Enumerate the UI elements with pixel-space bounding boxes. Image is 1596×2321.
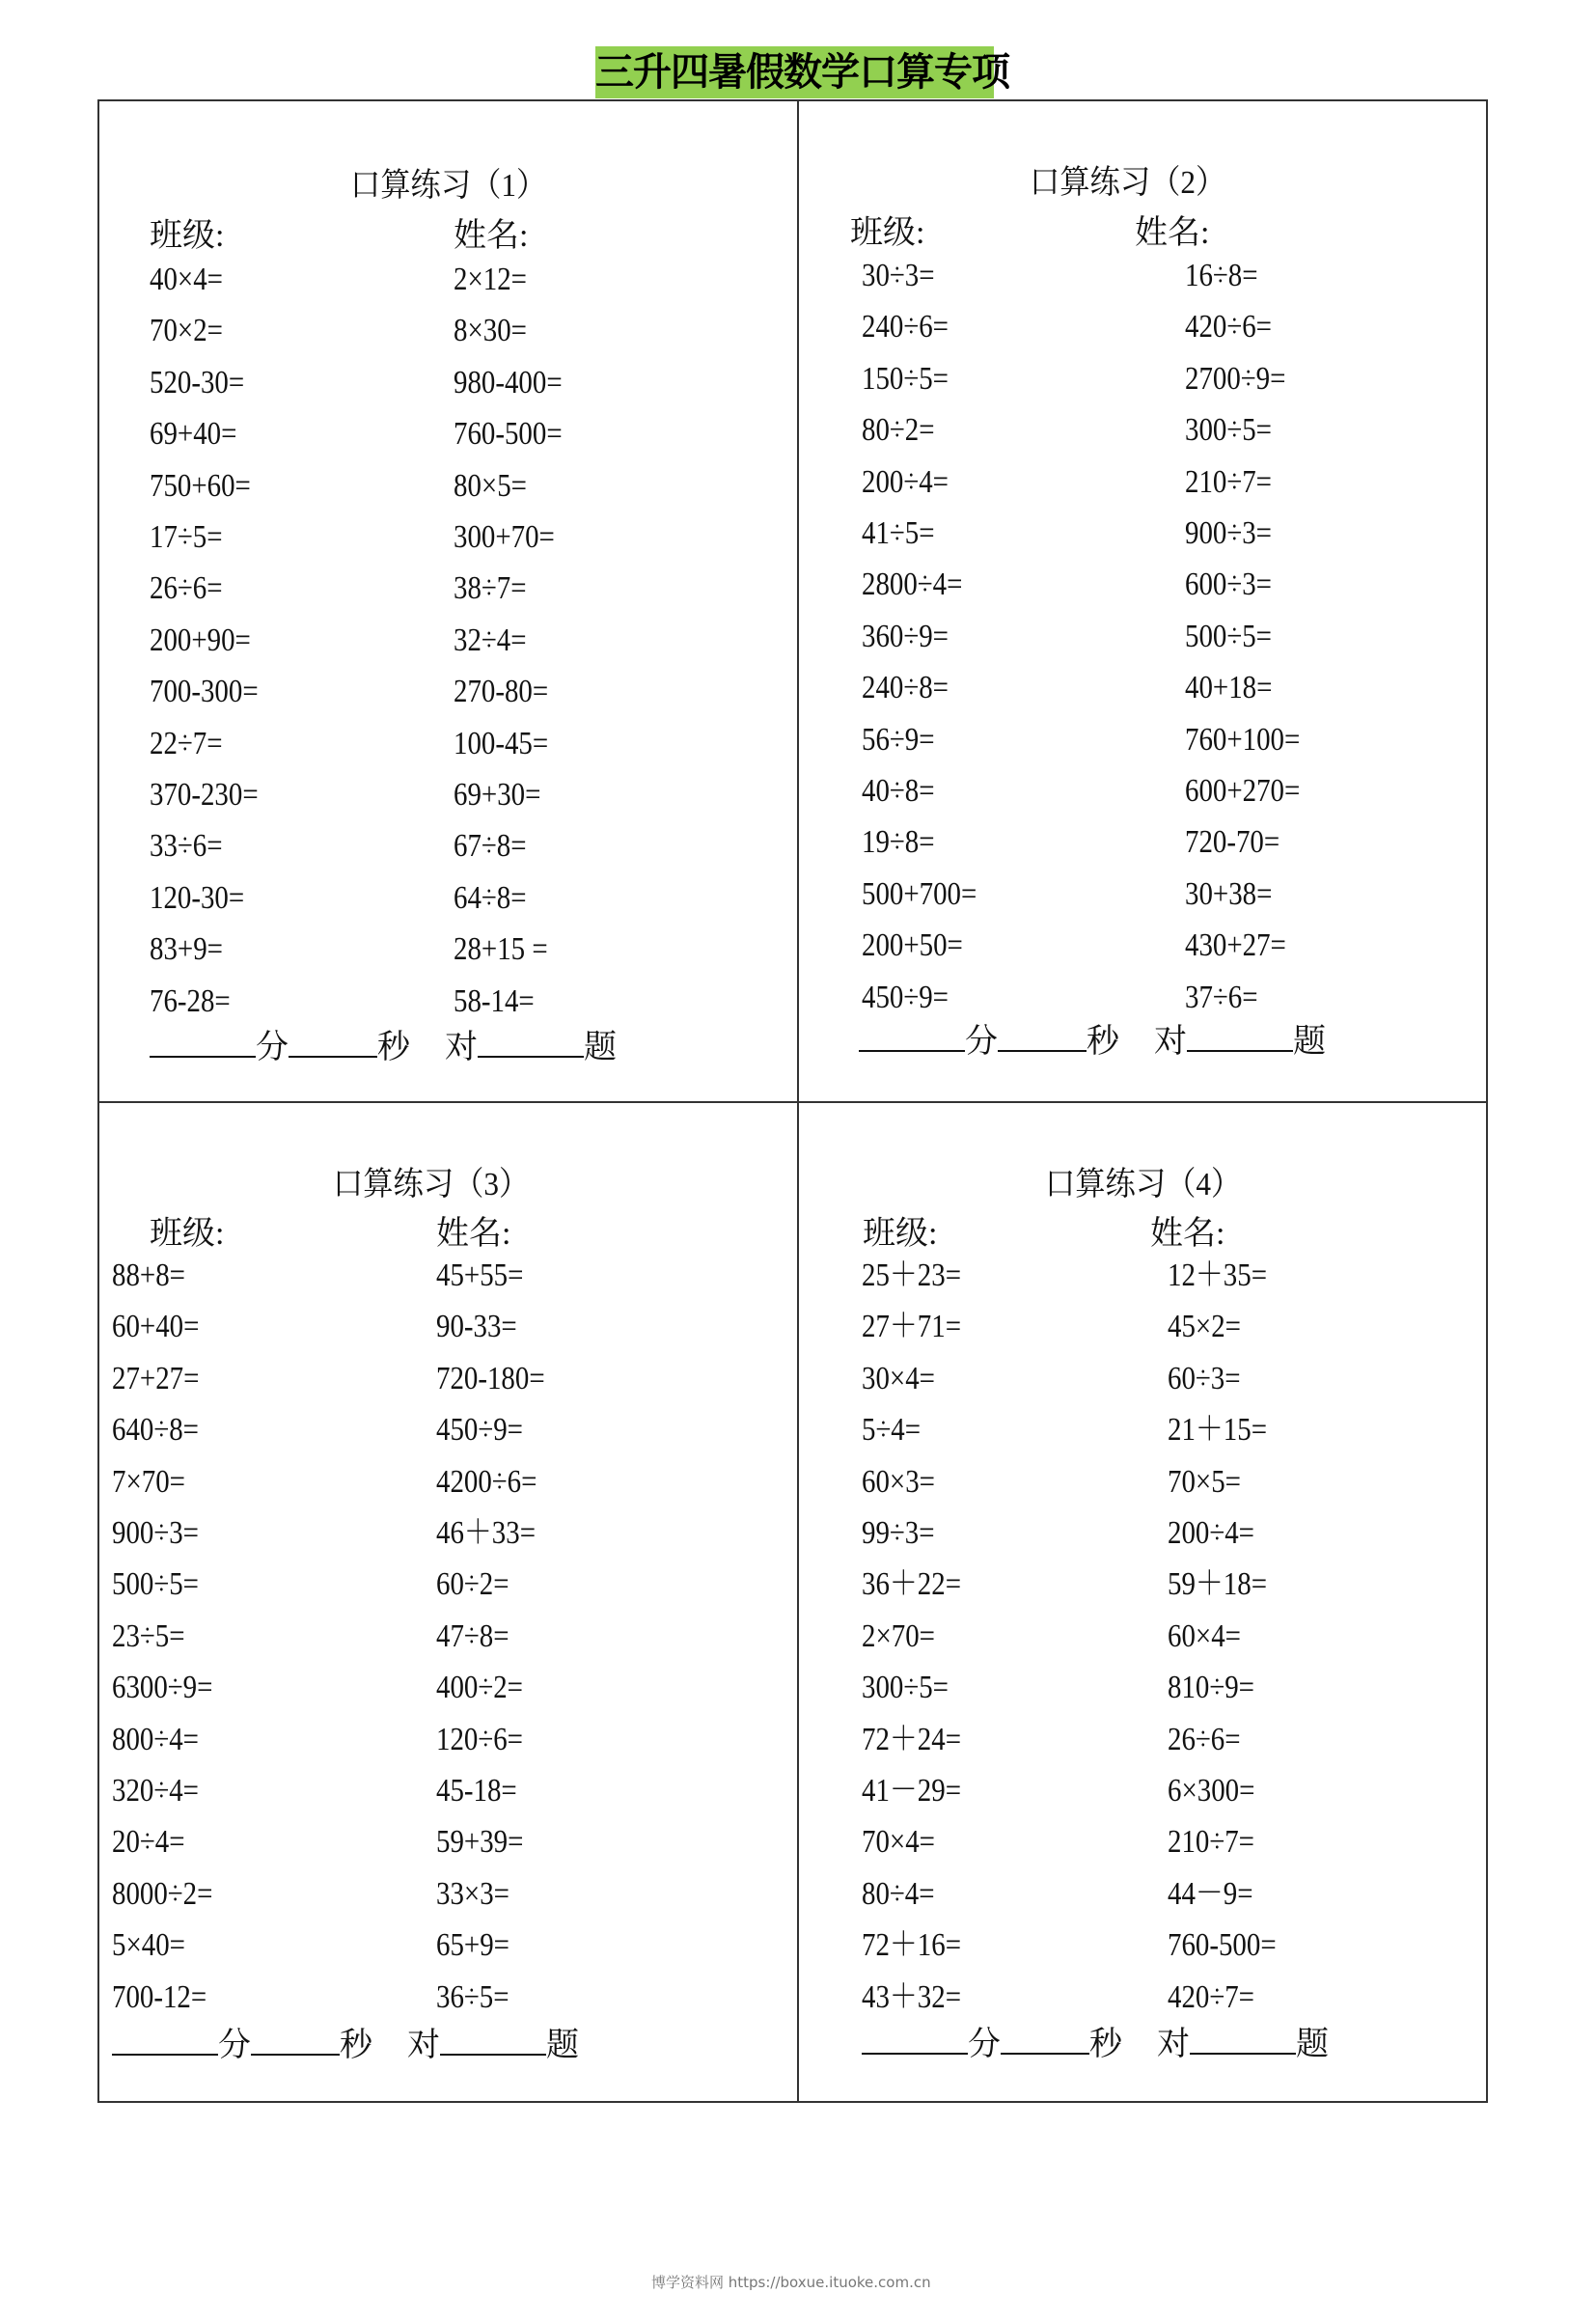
problem-left: 5×40=: [112, 1927, 185, 1963]
page-title: 三升四暑假数学口算专项: [595, 46, 994, 98]
footer-watermark: 博学资料网 https://boxue.ituoke.com.cn: [651, 2274, 931, 2291]
questions-label: 题: [1296, 2027, 1329, 2062]
problem-right: 810÷9=: [1168, 1670, 1254, 1705]
problem-left: 520-30=: [150, 365, 245, 401]
problem-left: 70×4=: [862, 1824, 935, 1860]
problem-right: 40+18=: [1185, 670, 1273, 705]
problem-right: 45+55=: [436, 1257, 524, 1293]
problem-right: 80×5=: [454, 468, 527, 504]
problem-left: 700-12=: [112, 1979, 207, 2015]
problem-left: 40×4=: [150, 262, 223, 297]
problem-left: 240÷6=: [862, 309, 949, 345]
name-label: 姓名:: [1135, 215, 1210, 251]
problem-left: 60+40=: [112, 1309, 200, 1344]
problem-right: 720-180=: [436, 1361, 545, 1396]
problem-right: 65+9=: [436, 1927, 509, 1963]
problem-left: 80÷2=: [862, 412, 935, 448]
problem-left: 88+8=: [112, 1257, 185, 1293]
problem-right: 46＋33=: [436, 1515, 537, 1551]
problem-left: 76-28=: [150, 983, 231, 1019]
seconds-blank[interactable]: [1001, 2024, 1089, 2055]
problem-left: 22÷7=: [150, 726, 223, 761]
problem-right: 30+38=: [1185, 876, 1273, 912]
score-line: [859, 1021, 1326, 1062]
problem-left: 700-300=: [150, 674, 259, 709]
problem-right: 2700÷9=: [1185, 361, 1286, 397]
name-label: 姓名:: [436, 1216, 511, 1252]
problem-left: 25＋23=: [862, 1257, 962, 1293]
seconds-label: 秒: [377, 1030, 410, 1065]
problem-left: 70×2=: [150, 313, 223, 348]
minutes-blank[interactable]: [859, 1021, 965, 1052]
minutes-label: 分: [965, 1024, 998, 1060]
problem-right: 270-80=: [454, 674, 549, 709]
score-line: [112, 2025, 579, 2065]
problem-right: 67÷8=: [454, 828, 527, 864]
panel-title: 口算练习（1）: [350, 168, 547, 204]
name-label: 姓名:: [1150, 1216, 1225, 1252]
problem-right: 64÷8=: [454, 880, 527, 916]
problem-left: 19÷8=: [862, 824, 935, 860]
problem-right: 70×5=: [1168, 1464, 1241, 1500]
class-label: 班级:: [150, 218, 225, 254]
problem-right: 450÷9=: [436, 1412, 523, 1448]
problem-right: 36÷5=: [436, 1979, 509, 2015]
problem-left: 640÷8=: [112, 1412, 199, 1448]
questions-label: 题: [1293, 1024, 1326, 1060]
minutes-label: 分: [218, 2028, 251, 2063]
class-label: 班级:: [150, 1216, 225, 1252]
minutes-label: 分: [256, 1030, 289, 1065]
problem-right: 8×30=: [454, 313, 527, 348]
problem-left: 99÷3=: [862, 1515, 935, 1551]
problem-right: 720-70=: [1185, 824, 1280, 860]
problem-right: 430+27=: [1185, 927, 1286, 963]
questions-label: 题: [584, 1030, 617, 1065]
problem-left: 40÷8=: [862, 773, 935, 809]
problem-left: 5÷4=: [862, 1412, 922, 1448]
panel-title: 口算练习（2）: [1030, 165, 1226, 201]
problem-right: 37÷6=: [1185, 980, 1258, 1015]
problem-right: 120÷6=: [436, 1722, 523, 1757]
problem-left: 150÷5=: [862, 361, 949, 397]
correct-blank[interactable]: [1187, 1021, 1293, 1052]
minutes-label: 分: [968, 2027, 1001, 2062]
problem-right: 45×2=: [1168, 1309, 1241, 1344]
problem-left: 500+700=: [862, 876, 977, 912]
problem-left: 20÷4=: [112, 1824, 185, 1860]
problem-right: 980-400=: [454, 365, 563, 401]
problem-right: 600÷3=: [1185, 566, 1272, 602]
problem-left: 7×70=: [112, 1464, 185, 1500]
seconds-blank[interactable]: [289, 1027, 377, 1058]
problem-left: 56÷9=: [862, 722, 935, 758]
score-line: [150, 1027, 617, 1067]
problem-right: 44－9=: [1168, 1876, 1253, 1912]
problem-left: 72＋24=: [862, 1722, 962, 1757]
problem-left: 83+9=: [150, 931, 223, 967]
problem-left: 30÷3=: [862, 258, 935, 293]
problem-left: 80÷4=: [862, 1876, 935, 1912]
problem-left: 200÷4=: [862, 464, 949, 500]
problem-right: 760+100=: [1185, 722, 1301, 758]
problem-right: 28+15 =: [454, 931, 548, 967]
problem-left: 26÷6=: [150, 570, 223, 606]
problem-left: 41÷5=: [862, 515, 935, 551]
seconds-label: 秒: [1089, 2027, 1122, 2062]
problem-left: 360÷9=: [862, 619, 949, 654]
problem-left: 200+50=: [862, 927, 963, 963]
problem-right: 760-500=: [454, 416, 563, 452]
correct-blank[interactable]: [478, 1027, 584, 1058]
minutes-blank[interactable]: [112, 2025, 218, 2056]
questions-label: 题: [546, 2028, 579, 2063]
problem-right: 60÷2=: [436, 1566, 509, 1602]
problem-right: 16÷8=: [1185, 258, 1258, 293]
problem-right: 90-33=: [436, 1309, 517, 1344]
correct-label: 对: [1154, 1024, 1187, 1060]
problem-right: 900÷3=: [1185, 515, 1272, 551]
problem-right: 500÷5=: [1185, 619, 1272, 654]
problem-right: 12＋35=: [1168, 1257, 1268, 1293]
name-label: 姓名:: [454, 218, 529, 254]
problem-right: 400÷2=: [436, 1670, 523, 1705]
problem-left: 23÷5=: [112, 1618, 185, 1654]
panel-title: 口算练习（4）: [1045, 1167, 1242, 1202]
problem-right: 32÷4=: [454, 622, 527, 658]
minutes-blank[interactable]: [150, 1027, 256, 1058]
problem-right: 4200÷6=: [436, 1464, 537, 1500]
problem-left: 320÷4=: [112, 1773, 199, 1809]
problem-right: 60÷3=: [1168, 1361, 1241, 1396]
problem-left: 200+90=: [150, 622, 251, 658]
problem-left: 240÷8=: [862, 670, 949, 705]
problem-right: 420÷7=: [1168, 1979, 1254, 2015]
problem-right: 47÷8=: [436, 1618, 509, 1654]
problem-right: 45-18=: [436, 1773, 517, 1809]
problem-left: 33÷6=: [150, 828, 223, 864]
horizontal-divider: [97, 1101, 1488, 1103]
problem-left: 2×70=: [862, 1618, 935, 1654]
problem-left: 370-230=: [150, 777, 259, 813]
problem-right: 300+70=: [454, 519, 555, 555]
score-line: [862, 2024, 1329, 2064]
class-label: 班级:: [850, 215, 925, 251]
problem-right: 420÷6=: [1185, 309, 1272, 345]
problem-right: 60×4=: [1168, 1618, 1241, 1654]
problem-right: 38÷7=: [454, 570, 527, 606]
problem-right: 300÷5=: [1185, 412, 1272, 448]
problem-left: 800÷4=: [112, 1722, 199, 1757]
problem-left: 17÷5=: [150, 519, 223, 555]
problem-left: 69+40=: [150, 416, 237, 452]
correct-label: 对: [407, 2028, 440, 2063]
problem-right: 6×300=: [1168, 1773, 1255, 1809]
correct-blank[interactable]: [440, 2025, 546, 2056]
problem-right: 59＋18=: [1168, 1566, 1268, 1602]
problem-right: 21＋15=: [1168, 1412, 1268, 1448]
problem-left: 36＋22=: [862, 1566, 962, 1602]
problem-left: 43＋32=: [862, 1979, 962, 2015]
problem-left: 120-30=: [150, 880, 245, 916]
problem-left: 30×4=: [862, 1361, 935, 1396]
problem-left: 750+60=: [150, 468, 251, 504]
problem-left: 60×3=: [862, 1464, 935, 1500]
problem-right: 59+39=: [436, 1824, 524, 1860]
problem-right: 210÷7=: [1168, 1824, 1254, 1860]
problem-left: 27+27=: [112, 1361, 200, 1396]
correct-label: 对: [1157, 2027, 1190, 2062]
problem-left: 8000÷2=: [112, 1876, 213, 1912]
problem-right: 760-500=: [1168, 1927, 1277, 1963]
problem-left: 27＋71=: [862, 1309, 962, 1344]
class-label: 班级:: [863, 1216, 938, 1252]
problem-right: 26÷6=: [1168, 1722, 1241, 1757]
problem-left: 300÷5=: [862, 1670, 949, 1705]
correct-label: 对: [445, 1030, 478, 1065]
problem-left: 900÷3=: [112, 1515, 199, 1551]
problem-right: 600+270=: [1185, 773, 1301, 809]
seconds-blank[interactable]: [998, 1021, 1087, 1052]
panel-title: 口算练习（3）: [333, 1167, 530, 1202]
problem-right: 200÷4=: [1168, 1515, 1254, 1551]
problem-left: 6300÷9=: [112, 1670, 213, 1705]
correct-blank[interactable]: [1190, 2024, 1296, 2055]
seconds-blank[interactable]: [251, 2025, 340, 2056]
problem-left: 500÷5=: [112, 1566, 199, 1602]
minutes-blank[interactable]: [862, 2024, 968, 2055]
problem-right: 210÷7=: [1185, 464, 1272, 500]
seconds-label: 秒: [1087, 1024, 1119, 1060]
problem-left: 450÷9=: [862, 980, 949, 1015]
seconds-label: 秒: [340, 2028, 372, 2063]
problem-right: 69+30=: [454, 777, 541, 813]
problem-left: 2800÷4=: [862, 566, 963, 602]
problem-left: 41－29=: [862, 1773, 962, 1809]
problem-right: 33×3=: [436, 1876, 509, 1912]
problem-left: 72＋16=: [862, 1927, 962, 1963]
problem-right: 58-14=: [454, 983, 535, 1019]
problem-right: 2×12=: [454, 262, 527, 297]
problem-right: 100-45=: [454, 726, 549, 761]
